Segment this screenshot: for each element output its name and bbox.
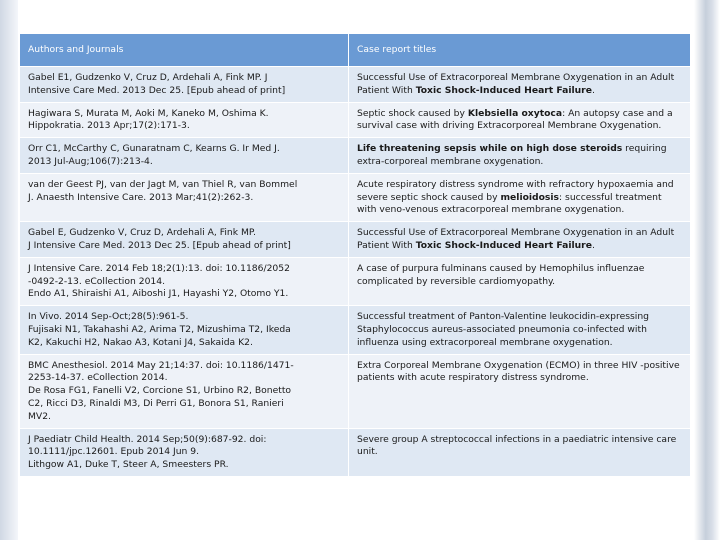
title-cell — [349, 67, 691, 103]
right-decor-bar — [694, 0, 720, 540]
table-row — [20, 222, 691, 258]
authors-cell — [20, 306, 349, 354]
table-row — [20, 428, 691, 476]
header-titles: Case report titles — [349, 34, 691, 67]
table-row — [20, 138, 691, 174]
title-cell — [349, 257, 691, 305]
authors-line: Endo A1, Shiraishi A1, Aiboshi J1, Hayashi Y2, Otomo Y1. — [28, 288, 289, 300]
case-report-table — [19, 33, 691, 477]
title-cell — [349, 138, 691, 174]
title-cell — [349, 306, 691, 354]
authors-line: J. Anaesth Intensive Care. 2013 Mar;41(2):262-3. — [28, 191, 254, 203]
authors-line: -0492-2-13. eCollection 2014. — [28, 275, 166, 287]
title-text: Successful treatment of Panton-Valentine leukocidin-expressing Staphylococcus aureus-associated pneumonia co-infected with influenza using extracorporeal membrane oxygenation. — [357, 311, 650, 348]
authors-cell — [20, 102, 349, 138]
title-cell — [349, 428, 691, 476]
authors-line: Hagiwara S, Murata M, Aoki M, Kaneko M, Oshima K. — [28, 107, 269, 119]
title-cell — [349, 173, 691, 221]
authors-line: Hippokratia. 2013 Apr;17(2):171-3. — [28, 120, 190, 132]
authors-line: Gabel E1, Gudzenko V, Cruz D, Ardehali A, Fink MP. J — [28, 72, 268, 83]
title-emphasis: melioidosis — [500, 191, 560, 203]
title-cell — [349, 102, 691, 138]
title-cell — [349, 222, 691, 258]
authors-line: Lithgow A1, Duke T, Steer A, Smeesters PR. — [28, 459, 229, 471]
authors-cell — [20, 67, 349, 103]
title-text: Severe group A streptococcal infections in a paediatric intensive care unit. — [357, 433, 677, 458]
authors-line: Fujisaki N1, Takahashi A2, Arima T2, Mizushima T2, Ikeda — [28, 323, 291, 335]
title-text-suffix: : An autopsy case and a survival case with driving Extracorporeal Membrane Oxygenation. — [357, 107, 673, 132]
table-row — [20, 257, 691, 305]
title-text-suffix: . — [591, 84, 595, 96]
title-emphasis: Life threatening sepsis while on high dose steroids — [357, 143, 623, 155]
table-row — [20, 306, 691, 354]
case-report-table-wrapper — [19, 33, 690, 477]
title-cell — [349, 354, 691, 428]
title-text: Septic shock caused by — [357, 107, 468, 119]
authors-cell — [20, 428, 349, 476]
table-header-row — [20, 34, 691, 67]
left-decor-bar — [0, 0, 18, 540]
title-text-suffix: . — [591, 239, 595, 251]
header-authors: Authors and Journals — [20, 34, 349, 67]
authors-line: BMC Anesthesiol. 2014 May 21;14:37. doi: 10.1186/1471- — [28, 359, 294, 371]
title-text: Successful Use of Extracorporeal Membrane Oxygenation in an Adult Patient With — [357, 227, 675, 251]
authors-line: J Intensive Care. 2014 Feb 18;2(1):13. doi: 10.1186/2052 — [28, 262, 290, 274]
authors-line: 2253-14-37. eCollection 2014. — [28, 372, 168, 384]
table-row — [20, 354, 691, 428]
authors-line: Gabel E, Gudzenko V, Cruz D, Ardehali A, Fink MP. — [28, 227, 256, 239]
authors-cell — [20, 138, 349, 174]
authors-cell — [20, 222, 349, 258]
authors-line: MV2. — [28, 410, 51, 422]
title-text: Acute respiratory distress syndrome with refractory hypoxaemia and severe septic shock caused by — [357, 178, 674, 203]
authors-line: C2, Ricci D3, Rinaldi M3, Di Perri G1, Bonora S1, Ranieri — [28, 397, 284, 409]
title-text: Successful Use of Extracorporeal Membrane Oxygenation in an Adult Patient With — [357, 72, 675, 96]
authors-line: J Paediatr Child Health. 2014 Sep;50(9):687-92. doi: — [28, 433, 267, 445]
title-text-suffix: requiring extra-corporeal membrane oxygenation. — [357, 143, 667, 167]
authors-cell — [20, 257, 349, 305]
title-text-suffix: : successful treatment with veno-venous extracorporeal membrane oxygenation. — [357, 191, 662, 216]
authors-line: 2013 Jul-Aug;106(7):213-4. — [28, 155, 153, 167]
title-text: A case of purpura fulminans caused by Hemophilus influenzae complicated by reversible cardiomyopathy. — [357, 262, 645, 287]
title-emphasis: Klebsiella oxytoca — [467, 107, 563, 119]
authors-line: In Vivo. 2014 Sep-Oct;28(5):961-5. — [28, 311, 189, 323]
authors-line: Orr C1, McCarthy C, Gunaratnam C, Kearns G. Ir Med J. — [28, 143, 280, 155]
authors-line: J Intensive Care Med. 2013 Dec 25. [Epub ahead of print] — [28, 239, 291, 251]
authors-cell — [20, 173, 349, 221]
authors-line: De Rosa FG1, Fanelli V2, Corcione S1, Urbino R2, Bonetto — [28, 385, 292, 397]
title-emphasis: Toxic Shock-Induced Heart Failure — [415, 239, 592, 251]
table-row — [20, 173, 691, 221]
table-body — [20, 67, 691, 477]
title-emphasis: Toxic Shock-Induced Heart Failure — [415, 84, 592, 96]
authors-cell — [20, 354, 349, 428]
authors-line: K2, Kakuchi H2, Nakao A3, Kotani J4, Sakaida K2. — [28, 336, 253, 348]
table-row — [20, 102, 691, 138]
table-row — [20, 67, 691, 103]
authors-line: Intensive Care Med. 2013 Dec 25. [Epub ahead of print] — [28, 84, 286, 96]
authors-line: 10.1111/jpc.12601. Epub 2014 Jun 9. — [28, 446, 200, 458]
title-text: Extra Corporeal Membrane Oxygenation (ECMO) in three HIV -positive patients with acute respiratory distress syndrome. — [357, 359, 680, 384]
authors-line: van der Geest PJ, van der Jagt M, van Thiel R, van Bommel — [28, 178, 298, 190]
